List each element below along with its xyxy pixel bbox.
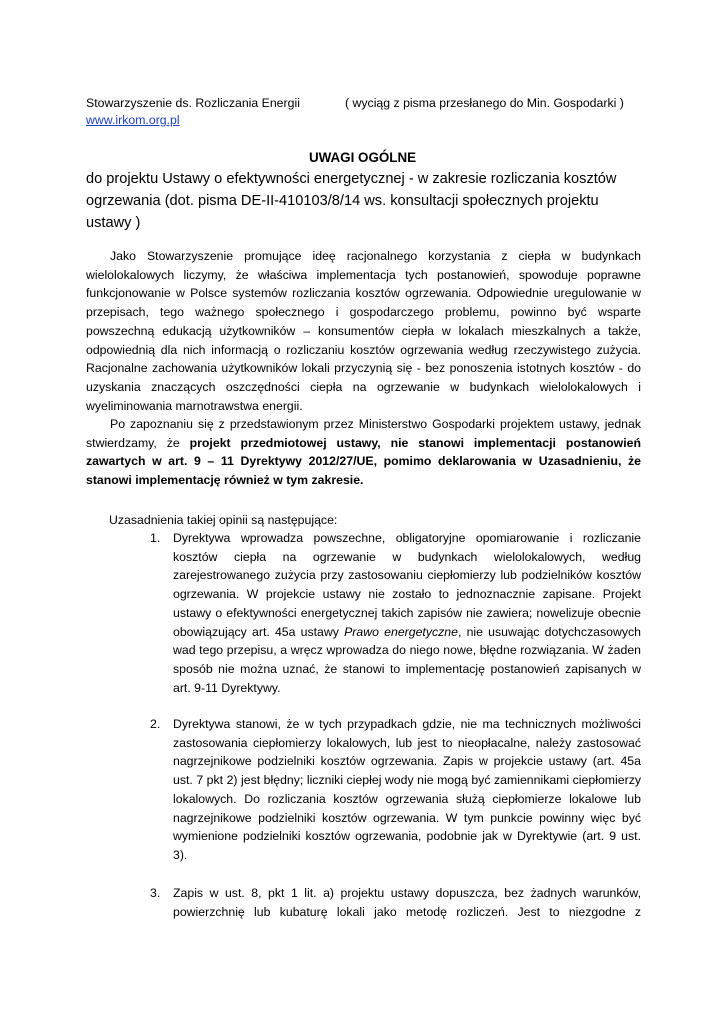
paragraph-intro: Jako Stowarzyszenie promujące ideę racjonalnego korzystania z ciepła w budynkach wielolokalowych liczymy, że właściwa implementacja tych postanowień, spowoduje poprawne funkcjonowanie w Polsce systemów rozliczania kosztów ogrzewania. Odpowiednie uregulowanie w przepisach, tego ważnego społecznego i gospodarczego problemu, powinno być wsparte powszechną edukacją użytkowników – konsumentów ciepła w lokalach mieszkalnych a także, odpowiednią dla nich informacją o rozliczaniu kosztów ogrzewania według rzeczywistego zużycia. Racjonalne zachowania użytkowników lokali przyczynią się - bez ponoszenia istotnych kosztów - do uzyskania znaczących oszczędności ciepła na ogrzewanie w budynkach wielolokalowych i wyeliminowania marnotrawstwa energii. [86,249,641,413]
list-item-number: 2. [150,717,161,731]
list-item-text-part: Dyrektywa wprowadza powszechne, obligatoryjne opomiarowanie i rozliczanie kosztów ciepła na ogrzewanie w budynkach wielolokalowych, według zarejestrowanego zużycia przy zastosowaniu ciepłomierzy lub podzielników kosztów ogrzewania. W projekcie ustawy nie zostało to jednoznacznie zapisane. Projekt ustawy o efektywności energetycznej takich zapisów nie zawiera; nowelizuje obecnie obowiązujący art. 45a ustawy [173,531,641,639]
law-title: Prawo energetyczne [344,624,458,639]
justification-intro: Uzasadnienia takiej opinii są następujące: [109,513,338,527]
paragraph-conclusion [86,415,641,490]
list-item-number: 3. [150,886,161,900]
organization-name: Stowarzyszenie ds. Rozliczania Energii [86,96,300,110]
paragraph-conclusion-text: Po zapoznaniu się z przedstawionym przez Ministerstwo Gospodarki projektem ustawy, jednak stwierdzamy, że [86,417,641,450]
list-item-text [173,529,641,697]
paragraph-conclusion-bold: projekt przedmiotowej ustawy, nie stanowi implementacji postanowień zawartych w art. 9 – 11 Dyrektywy 2012/27/UE, pomimo deklarowania w Uzasadnieniu, że stanowi implementację również w tym zakresie. [86,435,641,488]
document-title: UWAGI OGÓLNE [308,150,417,165]
document-subtitle: do projektu Ustawy o efektywności energetycznej - w zakresie rozliczania kosztów ogrzewania (dot. pisma DE-II-410103/8/14 ws. konsultacji społecznych projektu ustawy ) [86,171,617,231]
website-link[interactable]: www.irkom.org.pl [86,113,180,127]
list-item-number: 1. [150,531,161,545]
list-item-text: Dyrektywa stanowi, że w tych przypadkach gdzie, nie ma technicznych możliwości zastosowania ciepłomierzy lokalowych, lub jest to nieopłacalne, należy zastosować nagrzejnikowe podzielniki kosztów ogrzewania. Zapis w projekcie ustawy (art. 45a ust. 7 pkt 2) jest błędny; liczniki ciepłej wody nie mogą być zamiennikami ciepłomierzy lokalowych. Do rozliczania kosztów ogrzewania służą ciepłomierze lokalowe lub nagrzejnikowe podzielniki kosztów ogrzewania. W tym punkcie powinny więc być wymienione podzielniki kosztów ogrzewania, podobnie jak w Dyrektywie (art. 9 ust. 3). [173,717,641,862]
list-item-text: Zapis w ust. 8, pkt 1 lit. a) projektu ustawy dopuszcza, bez żadnych warunków, powierzchnię lub kubaturę lokali jako metodę rozliczeń. Jest to niezgodne z [173,886,641,919]
header-note: ( wyciąg z pisma przesłanego do Min. Gospodarki ) [345,96,624,110]
list-item-text-part: , nie usuwając dotychczasowych wad tego przepisu, a wręcz wprowadza do niego nowe, błędne rozwiązania. W żaden sposób nie można uznać, że stanowi to implementację postanowień zapisanych w art. 9-11 Dyrektywy. [173,624,641,695]
